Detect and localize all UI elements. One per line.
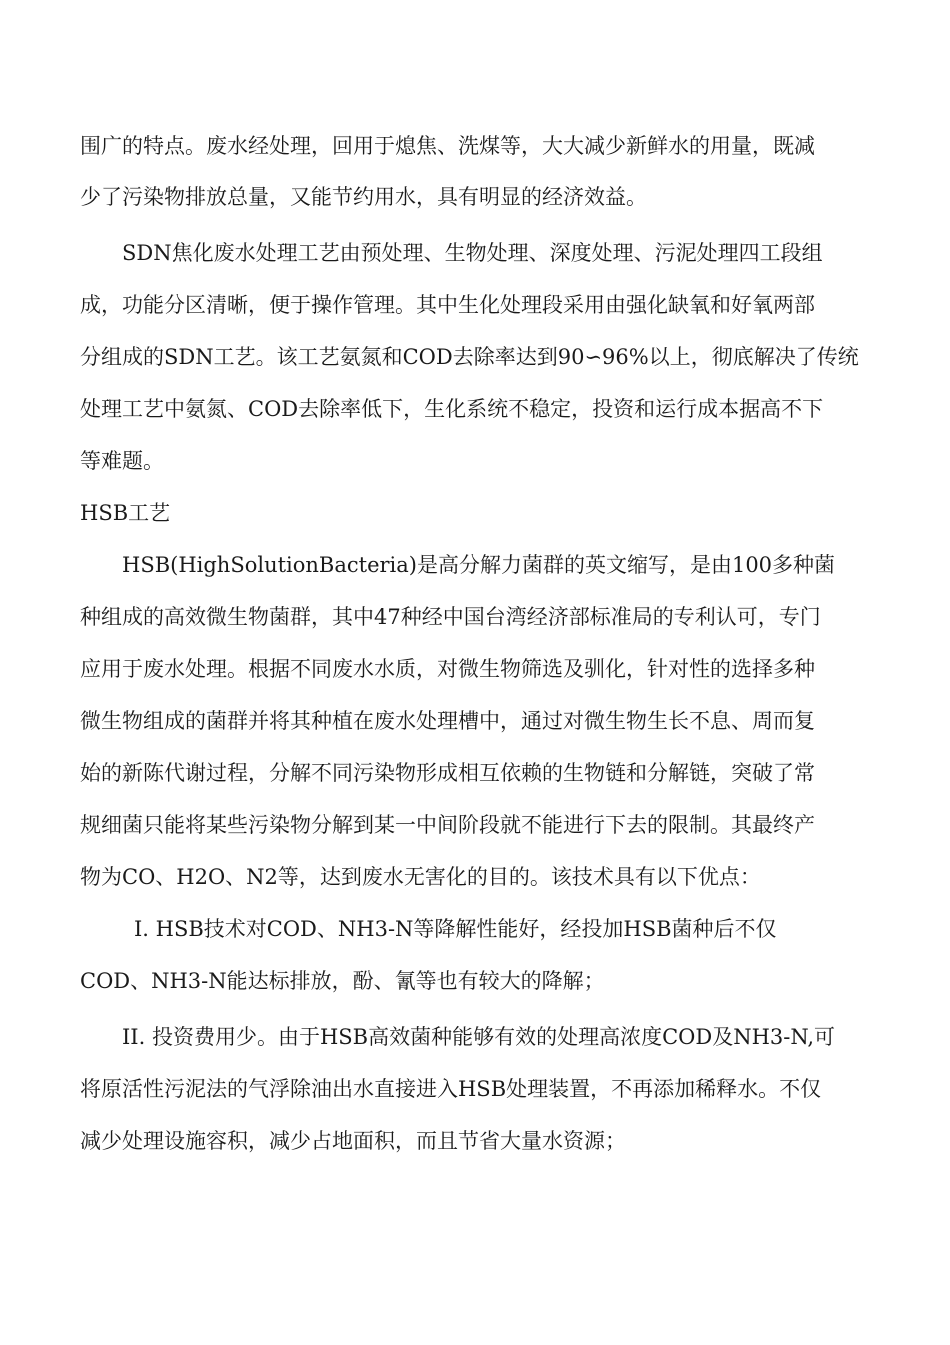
paragraph-line: 围广的特点。废水经处理，回用于熄焦、洗煤等，大大减少新鲜水的用量，既减: [80, 134, 815, 158]
paragraph-line: 物为CO、H2O、N2等，达到废水无害化的目的。该技术具有以下优点：: [80, 865, 761, 889]
paragraph-line: 始的新陈代谢过程，分解不同污染物形成相互依赖的生物链和分解链，突破了常: [80, 761, 815, 785]
section-heading: HSB工艺: [80, 501, 171, 525]
paragraph-line: 成，功能分区清晰，便于操作管理。其中生化处理段采用由强化缺氧和好氧两部: [80, 293, 815, 317]
list-item-line: COD、NH3-N能达标排放，酚、氰等也有较大的降解；: [80, 969, 605, 993]
paragraph-line: 种组成的高效微生物菌群，其中47种经中国台湾经济部标准局的专利认可，专门: [80, 605, 821, 629]
list-item-line: I. HSB技术对COD、NH3-N等降解性能好，经投加HSB菌种后不仅: [134, 917, 777, 941]
paragraph-line: 处理工艺中氨氮、COD去除率低下，生化系统不稳定，投资和运行成本据高不下: [80, 397, 824, 421]
list-item-line: 将原活性污泥法的气浮除油出水直接进入HSB处理装置，不再添加稀释水。不仅: [80, 1077, 822, 1101]
paragraph-line: HSB(HighSolutionBacteria)是高分解力菌群的英文缩写，是由100多种菌: [122, 553, 836, 577]
paragraph-line: 微生物组成的菌群并将其种植在废水处理槽中，通过对微生物生长不息、周而复: [80, 709, 815, 733]
paragraph-line: SDN焦化废水处理工艺由预处理、生物处理、深度处理、污泥处理四工段组: [122, 241, 823, 265]
list-item-line: II. 投资费用少。由于HSB高效菌种能够有效的处理高浓度COD及NH3-N,可: [122, 1025, 836, 1049]
paragraph-line: 应用于废水处理。根据不同废水水质，对微生物筛选及驯化，针对性的选择多种: [80, 657, 815, 681]
paragraph-line: 规细菌只能将某些污染物分解到某一中间阶段就不能进行下去的限制。其最终产: [80, 813, 815, 837]
paragraph-line: 等难题。: [80, 449, 164, 473]
list-item-line: 减少处理设施容积，减少占地面积，而且节省大量水资源；: [80, 1129, 626, 1153]
paragraph-line: 分组成的SDN工艺。该工艺氨氮和COD去除率达到90∽96%以上，彻底解决了传统: [80, 345, 859, 369]
paragraph-line: 少了污染物排放总量，又能节约用水，具有明显的经济效益。: [80, 185, 647, 209]
